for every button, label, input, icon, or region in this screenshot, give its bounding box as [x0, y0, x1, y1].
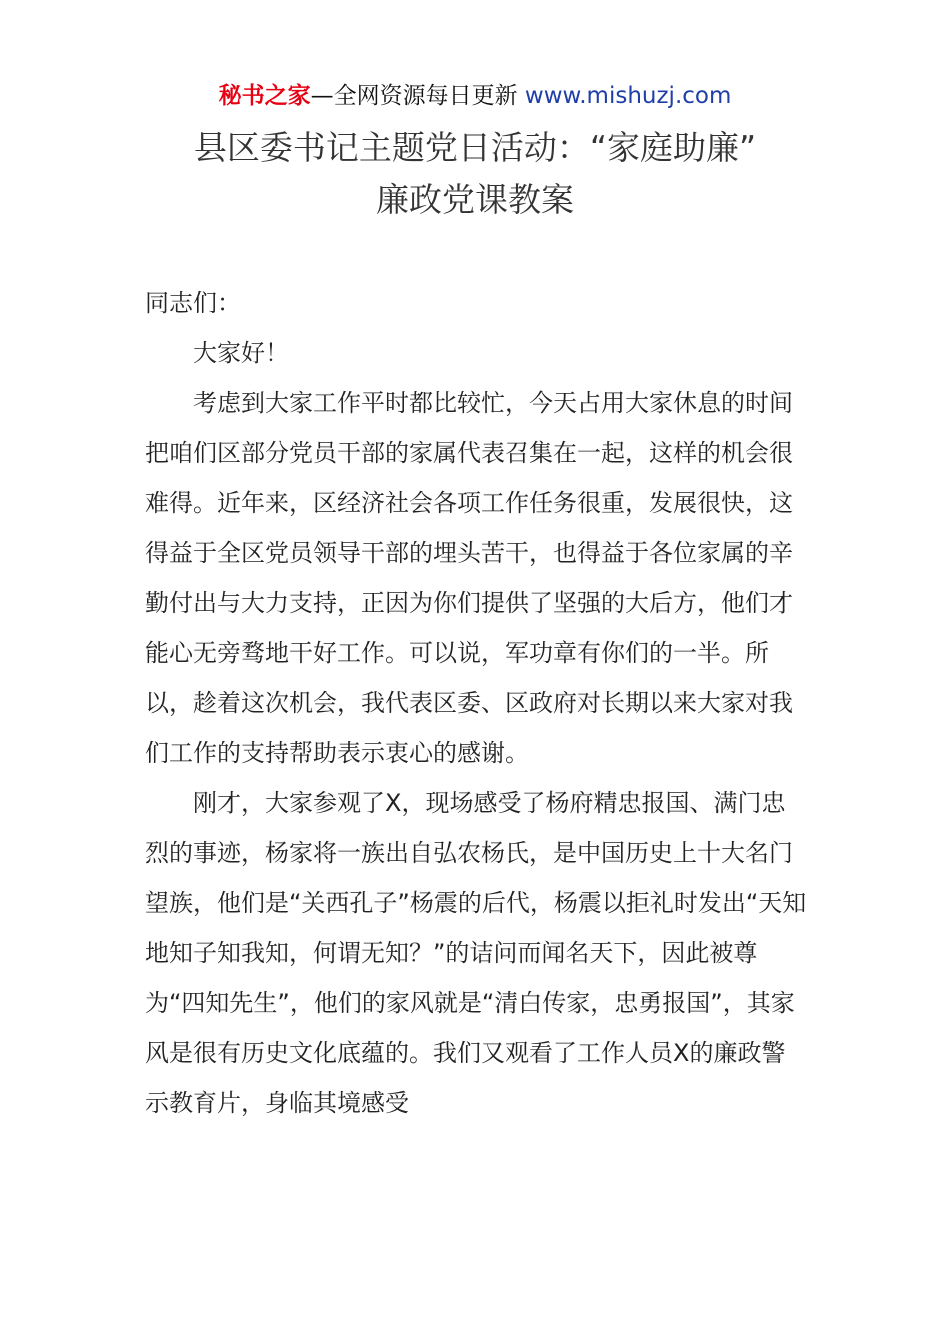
site-url-link[interactable]: www.mishuzj.com — [524, 83, 732, 109]
salutation: 同志们： — [145, 289, 241, 317]
site-tagline: —全网资源每日更新 — [310, 83, 518, 109]
site-brand: 秘书之家 — [218, 83, 311, 109]
body-paragraph-1: 考虑到大家工作平时都比较忙，今天占用大家休息的时间把咱们区部分党员干部的家属代表召集在一起，这样的机会很难得。近年来，区经济社会各项工作任务很重，发展很快，这得益于全区党员领导干部的埋头苦干，也得益于各位家属的辛勤付出与大力支持，正因为你们提供了坚强的大后方，他们才能心无旁骛地干好工作。可以说，军功章有你们的一半。所以，趁着这次机会，我代表区委、区政府对长期以来大家对我们工作的支持帮助表示衷心的感谢。 — [145, 389, 793, 767]
document-title-line-1: 县区委书记主题党日活动：“家庭助廉” — [193, 128, 757, 167]
body-paragraph-2: 刚才，大家参观了X，现场感受了杨府精忠报国、满门忠烈的事迹，杨家将一族出自弘农杨氏，是中国历史上十大名门望族，他们是“关西孔子”杨震的后代，杨震以拒礼时发出“天知地知子知我知，何谓无知？”的诘问而闻名天下，因此被尊为“四知先生”，他们的家风就是“清白传家，忠勇报国”，其家风是很有历史文化底蕴的。我们又观看了工作人员X的廉政警示教育片，身临其境感受 — [145, 789, 807, 1117]
document-title-line-2: 廉政党课教案 — [376, 180, 574, 219]
site-header — [0, 80, 950, 112]
greeting: 大家好！ — [193, 339, 289, 367]
document-body — [145, 278, 807, 1128]
document-title — [100, 122, 850, 226]
